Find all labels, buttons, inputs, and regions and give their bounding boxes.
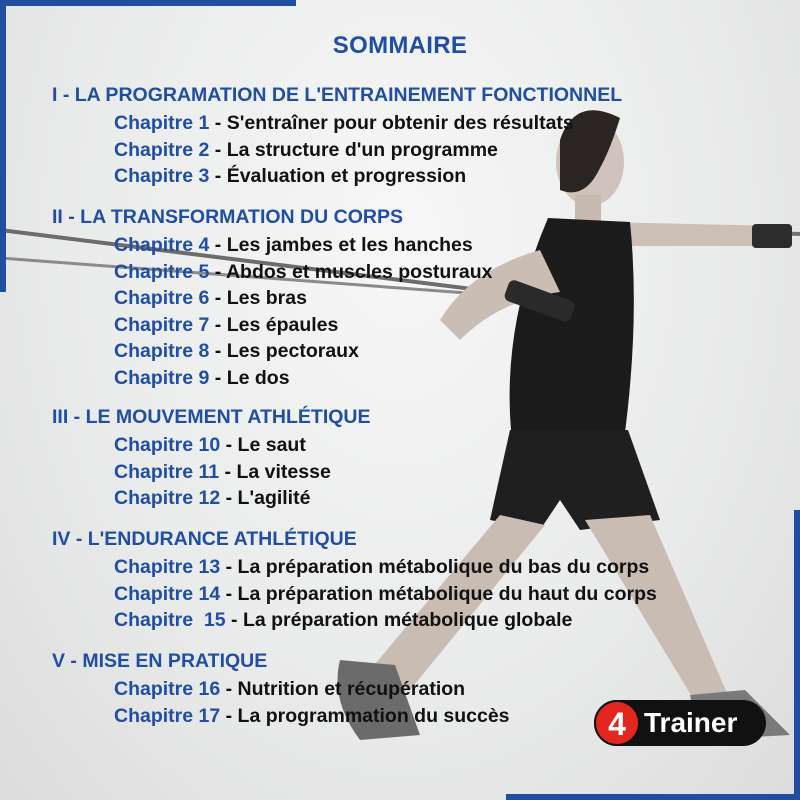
- chapter-number: Chapitre 11: [114, 460, 220, 483]
- chapter-separator: -: [220, 556, 238, 578]
- chapter-separator: -: [220, 487, 238, 509]
- chapter-separator: -: [209, 260, 226, 283]
- chapter-row: [114, 314, 338, 337]
- chapter-title: Abdos et muscles posturaux: [225, 260, 493, 283]
- chapter-title: Les pectoraux: [226, 340, 359, 362]
- chapter-separator: -: [209, 138, 227, 161]
- chapter-number: Chapitre 7: [114, 313, 210, 336]
- chapter-row: [114, 461, 331, 484]
- chapter-number: Chapitre 5: [114, 260, 210, 283]
- chapter-row: [114, 583, 657, 606]
- chapter-number: Chapitre 9: [114, 366, 210, 389]
- chapter-title: La vitesse: [236, 460, 331, 483]
- chapter-title: Le dos: [226, 366, 290, 389]
- chapter-row: [114, 287, 307, 310]
- chapter-number: Chapitre 8: [114, 340, 210, 362]
- chapter-row: [114, 261, 493, 284]
- chapter-separator: -: [220, 704, 238, 727]
- logo-word: Trainer: [644, 707, 738, 738]
- chapter-number: Chapitre 15: [114, 609, 226, 631]
- chapter-title: La programmation du succès: [237, 704, 510, 727]
- chapter-title: S'entraîner pour obtenir des résultats: [226, 112, 574, 134]
- chapter-number: Chapitre 13: [114, 556, 221, 578]
- chapter-row: [114, 678, 465, 701]
- chapter-row: [114, 340, 359, 363]
- chapter-number: Chapitre 2: [114, 138, 210, 161]
- chapter-title: Le saut: [237, 434, 306, 456]
- part-heading: II - LA TRANSFORMATION DU CORPS: [52, 206, 403, 228]
- chapter-row: [114, 556, 649, 579]
- chapter-separator: -: [220, 434, 238, 456]
- chapter-row: [114, 487, 310, 510]
- chapter-row: [114, 112, 574, 135]
- chapter-title: Nutrition et récupération: [237, 678, 466, 700]
- chapter-separator: -: [220, 582, 238, 605]
- chapter-separator: -: [209, 165, 227, 187]
- chapter-title: L'agilité: [237, 487, 311, 509]
- chapter-number: Chapitre 3: [114, 165, 210, 187]
- chapter-separator: -: [209, 313, 227, 336]
- chapter-number: Chapitre 6: [114, 287, 210, 309]
- page-title: SOMMAIRE: [332, 32, 468, 59]
- trainer-logo: [594, 700, 766, 746]
- chapter-number: Chapitre 16: [114, 678, 221, 700]
- chapter-separator: -: [209, 234, 227, 256]
- chapter-row: [114, 234, 473, 257]
- chapter-row: [114, 434, 306, 457]
- chapter-row: [114, 367, 290, 390]
- chapter-number: Chapitre 17: [114, 704, 221, 727]
- chapter-title: Évaluation et progression: [226, 165, 467, 187]
- chapter-title: Les jambes et les hanches: [226, 234, 473, 256]
- chapter-number: Chapitre 4: [114, 234, 210, 256]
- chapter-row: [114, 705, 510, 728]
- chapter-title: La préparation métabolique globale: [242, 609, 573, 631]
- chapter-separator: -: [225, 609, 243, 631]
- chapter-separator: -: [219, 460, 237, 483]
- part-heading: V - MISE EN PRATIQUE: [52, 650, 268, 672]
- chapter-row: [114, 609, 572, 632]
- chapter-title: Les bras: [226, 287, 307, 309]
- chapter-title: La préparation métabolique du haut du corps: [237, 582, 657, 605]
- chapter-number: Chapitre 12: [114, 487, 221, 509]
- chapter-row: [114, 139, 498, 162]
- part-heading: III - LE MOUVEMENT ATHLÉTIQUE: [52, 406, 371, 428]
- logo-digit: 4: [594, 700, 640, 746]
- chapter-separator: -: [209, 287, 227, 309]
- chapter-separator: -: [220, 678, 238, 700]
- part-heading: I - LA PROGRAMATION DE L'ENTRAINEMENT FONCTIONNEL: [52, 84, 623, 106]
- part-heading: IV - L'ENDURANCE ATHLÉTIQUE: [52, 528, 357, 550]
- chapter-number: Chapitre 14: [114, 582, 221, 605]
- chapter-title: La préparation métabolique du bas du corps: [237, 556, 650, 578]
- chapter-separator: -: [209, 340, 227, 362]
- chapter-number: Chapitre 10: [114, 434, 221, 456]
- chapter-row: [114, 165, 466, 188]
- chapter-title: Les épaules: [226, 313, 339, 336]
- chapter-separator: -: [209, 112, 227, 134]
- chapter-number: Chapitre 1: [114, 112, 210, 134]
- chapter-title: La structure d'un programme: [226, 138, 498, 161]
- chapter-separator: -: [209, 366, 227, 389]
